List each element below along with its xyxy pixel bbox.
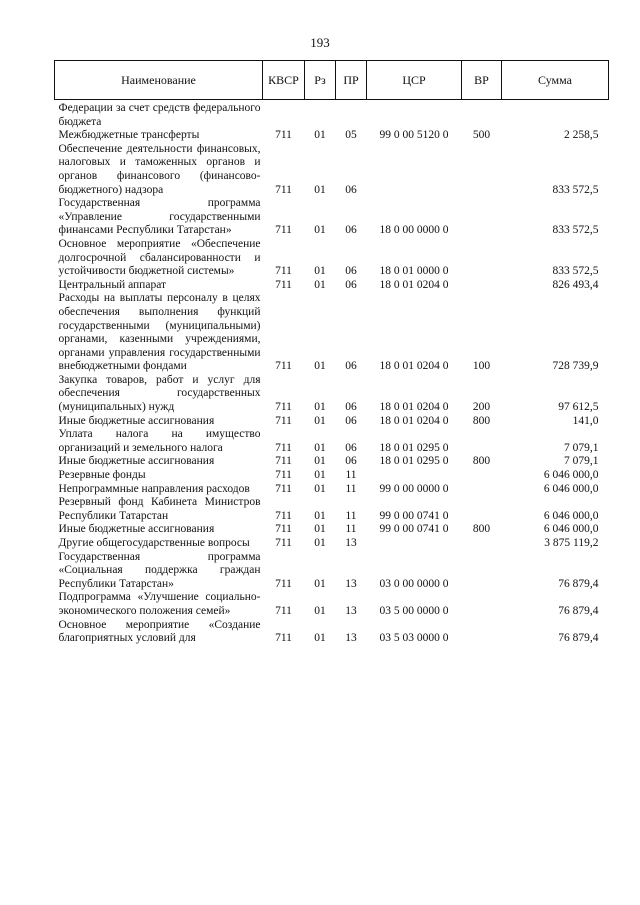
cell-kvsr: 711 — [275, 604, 292, 617]
cell-pr: 13 — [345, 604, 357, 617]
cell-vr — [462, 238, 502, 279]
cell-rz: 01 — [314, 523, 326, 536]
cell-name: Федерации за счет средств федерального бюджета — [58, 102, 261, 128]
cell-pr: 06 — [345, 441, 357, 454]
cell-sum: 141,0 — [572, 414, 599, 427]
table-row — [55, 415, 609, 429]
table-row — [55, 523, 609, 537]
cell-rz: 01 — [314, 183, 326, 196]
cell-name: Основное мероприятие «Обеспечение долгосрочной сбалансированности и устойчивости бюджетной системы» — [58, 237, 261, 278]
cell-pr: 06 — [345, 360, 357, 373]
cell-rz: 01 — [314, 577, 326, 590]
table-row — [55, 483, 609, 497]
budget-table — [54, 60, 609, 646]
cell-name: Подпрограмма «Улучшение социально-экономического положения семей» — [58, 591, 261, 617]
cell-pr: 13 — [345, 632, 357, 645]
cell-sum: 728 739,9 — [552, 360, 599, 373]
table-row — [55, 619, 609, 646]
cell-kvsr: 711 — [275, 414, 292, 427]
cell-sum: 76 879,4 — [558, 604, 599, 617]
cell-name: Другие общегосударственные вопросы — [58, 537, 250, 549]
cell-csr: 18 0 01 0204 0 — [379, 278, 449, 291]
cell-pr: 11 — [345, 523, 357, 536]
cell-csr: 18 0 01 0204 0 — [379, 414, 449, 427]
cell-csr — [367, 469, 462, 483]
cell-rz: 01 — [314, 482, 326, 495]
table-row — [55, 551, 609, 592]
cell-kvsr: 711 — [275, 537, 292, 549]
cell-name: Иные бюджетные ассигнования — [58, 523, 215, 536]
cell-csr — [367, 537, 462, 551]
table-row — [55, 455, 609, 469]
cell-rz: 01 — [314, 224, 326, 237]
table-header — [55, 61, 609, 100]
cell-pr: 13 — [345, 537, 357, 549]
cell-sum: 2 258,5 — [564, 129, 599, 142]
cell-kvsr: 711 — [275, 632, 292, 645]
cell-rz: 01 — [314, 278, 326, 291]
table-row — [55, 292, 609, 374]
cell-csr: 03 5 03 0000 0 — [379, 632, 449, 645]
cell-rz: 01 — [314, 441, 326, 454]
cell-csr: 03 0 00 0000 0 — [379, 577, 449, 590]
cell-rz: 01 — [314, 129, 326, 142]
header-row — [55, 61, 609, 100]
table-body — [55, 100, 609, 646]
table-row — [55, 374, 609, 415]
cell-vr — [462, 483, 502, 497]
cell-csr — [367, 143, 462, 197]
cell-pr: 06 — [345, 265, 357, 278]
cell-sum: 833 572,5 — [552, 183, 599, 196]
cell-vr: 100 — [472, 360, 491, 373]
table-row — [55, 537, 609, 551]
cell-kvsr: 711 — [275, 278, 292, 291]
cell-rz: 01 — [314, 469, 326, 482]
cell-name: Основное мероприятие «Создание благоприятных условий для — [58, 618, 261, 645]
cell-csr: 18 0 01 0204 0 — [379, 401, 449, 414]
cell-sum: 76 879,4 — [558, 577, 599, 590]
cell-rz — [305, 102, 336, 129]
cell-pr: 11 — [345, 509, 357, 522]
header-kvsr: КВСР — [263, 61, 305, 100]
page-number: 193 — [310, 35, 330, 50]
cell-name: Уплата налога на имущество организаций и земельного налога — [58, 428, 261, 454]
cell-name: Государственная программа «Социальная поддержка граждан Республики Татарстан» — [58, 550, 261, 590]
cell-vr — [462, 551, 502, 592]
cell-kvsr — [263, 102, 305, 129]
table-row — [55, 102, 609, 129]
cell-kvsr: 711 — [275, 224, 292, 237]
cell-name: Иные бюджетные ассигнования — [58, 414, 215, 427]
cell-vr: 800 — [472, 414, 491, 427]
cell-pr: 06 — [345, 278, 357, 291]
header-rz: Рз — [305, 61, 336, 100]
cell-csr: 18 0 01 0295 0 — [379, 455, 449, 468]
cell-pr: 06 — [345, 414, 357, 427]
cell-name: Расходы на выплаты персоналу в целях обеспечения выполнения функций государственными (муниципальными) органами, казенными учреждениями, органами управления государственными внебюджетными фондами — [58, 292, 261, 373]
cell-rz: 01 — [314, 401, 326, 414]
cell-pr: 06 — [345, 224, 357, 237]
cell-vr: 200 — [472, 401, 491, 414]
cell-pr: 11 — [345, 469, 357, 482]
cell-csr: 99 0 00 0741 0 — [379, 523, 449, 536]
cell-vr — [462, 591, 502, 618]
cell-vr — [462, 537, 502, 551]
table-row — [55, 469, 609, 483]
cell-pr: 06 — [345, 183, 357, 196]
cell-name: Непрограммные направления расходов — [58, 482, 250, 495]
cell-vr — [462, 279, 502, 293]
cell-vr — [462, 619, 502, 646]
cell-name: Иные бюджетные ассигнования — [58, 455, 215, 468]
cell-name: Обеспечение деятельности финансовых, налоговых и таможенных органов и органов финансового (финансово-бюджетного) надзора — [58, 142, 261, 196]
cell-name: Резервный фонд Кабинета Министров Республики Татарстан — [58, 496, 261, 522]
cell-pr — [336, 102, 367, 129]
cell-sum: 6 046 000,0 — [543, 509, 599, 522]
cell-vr — [462, 496, 502, 523]
cell-csr: 99 0 00 0741 0 — [379, 509, 449, 522]
cell-sum: 833 572,5 — [552, 265, 599, 278]
cell-rz: 01 — [314, 360, 326, 373]
header-pr: ПР — [336, 61, 367, 100]
cell-kvsr: 711 — [275, 523, 292, 536]
cell-rz: 01 — [314, 632, 326, 645]
cell-kvsr: 711 — [275, 401, 292, 414]
cell-pr: 11 — [345, 482, 357, 495]
cell-name: Резервные фонды — [58, 469, 146, 482]
cell-name: Межбюджетные трансферты — [58, 129, 200, 142]
cell-vr — [462, 102, 502, 129]
cell-sum: 833 572,5 — [552, 224, 599, 237]
table-row — [55, 143, 609, 197]
cell-vr — [462, 428, 502, 455]
cell-sum — [502, 102, 609, 129]
table-row — [55, 591, 609, 618]
cell-rz: 01 — [314, 537, 326, 549]
cell-rz: 01 — [314, 414, 326, 427]
cell-kvsr: 711 — [275, 360, 292, 373]
cell-rz: 01 — [314, 509, 326, 522]
cell-kvsr: 711 — [275, 455, 292, 468]
cell-kvsr: 711 — [275, 577, 292, 590]
cell-name: Закупка товаров, работ и услуг для обеспечения государственных (муниципальных) нужд — [58, 373, 261, 414]
cell-name: Центральный аппарат — [58, 278, 167, 291]
cell-vr: 800 — [472, 523, 491, 536]
table-row — [55, 496, 609, 523]
header-vr: ВР — [462, 61, 502, 100]
cell-kvsr: 711 — [275, 482, 292, 495]
cell-csr — [367, 102, 462, 129]
cell-csr: 18 0 01 0000 0 — [379, 265, 449, 278]
cell-kvsr: 711 — [275, 265, 292, 278]
cell-name: Государственная программа «Управление государственными финансами Республики Татарстан» — [58, 197, 261, 237]
table-row — [55, 238, 609, 279]
cell-sum: 6 046 000,0 — [543, 469, 599, 482]
cell-csr: 99 0 00 0000 0 — [379, 482, 449, 495]
cell-vr: 800 — [472, 455, 491, 468]
cell-csr: 03 5 00 0000 0 — [379, 604, 449, 617]
cell-sum: 76 879,4 — [558, 632, 599, 645]
table-row — [55, 129, 609, 143]
header-name: Наименование — [55, 61, 263, 100]
cell-vr: 500 — [472, 129, 491, 142]
cell-pr: 06 — [345, 401, 357, 414]
table-row — [55, 279, 609, 293]
cell-csr: 18 0 01 0295 0 — [379, 441, 449, 454]
cell-pr: 13 — [345, 577, 357, 590]
cell-sum: 3 875 119,2 — [544, 537, 599, 549]
cell-kvsr: 711 — [275, 183, 292, 196]
cell-kvsr: 711 — [275, 129, 292, 142]
cell-rz: 01 — [314, 455, 326, 468]
cell-pr: 06 — [345, 455, 357, 468]
header-csr: ЦСР — [367, 61, 462, 100]
cell-csr: 18 0 00 0000 0 — [379, 224, 449, 237]
cell-vr — [462, 143, 502, 197]
cell-csr: 99 0 00 5120 0 — [379, 129, 449, 142]
cell-sum: 6 046 000,0 — [543, 482, 599, 495]
cell-kvsr: 711 — [275, 441, 292, 454]
cell-sum: 6 046 000,0 — [543, 523, 599, 536]
header-sum: Сумма — [502, 61, 609, 100]
cell-rz: 01 — [314, 265, 326, 278]
cell-sum: 7 079,1 — [564, 441, 599, 454]
cell-rz: 01 — [314, 604, 326, 617]
table-row — [55, 197, 609, 238]
cell-sum: 826 493,4 — [552, 278, 599, 291]
cell-sum: 7 079,1 — [564, 455, 599, 468]
cell-vr — [462, 197, 502, 238]
table-row — [55, 428, 609, 455]
cell-kvsr: 711 — [275, 509, 292, 522]
cell-pr: 05 — [345, 129, 357, 142]
cell-sum: 97 612,5 — [558, 401, 599, 414]
cell-vr — [462, 469, 502, 483]
cell-csr: 18 0 01 0204 0 — [379, 360, 449, 373]
cell-kvsr: 711 — [275, 469, 292, 482]
